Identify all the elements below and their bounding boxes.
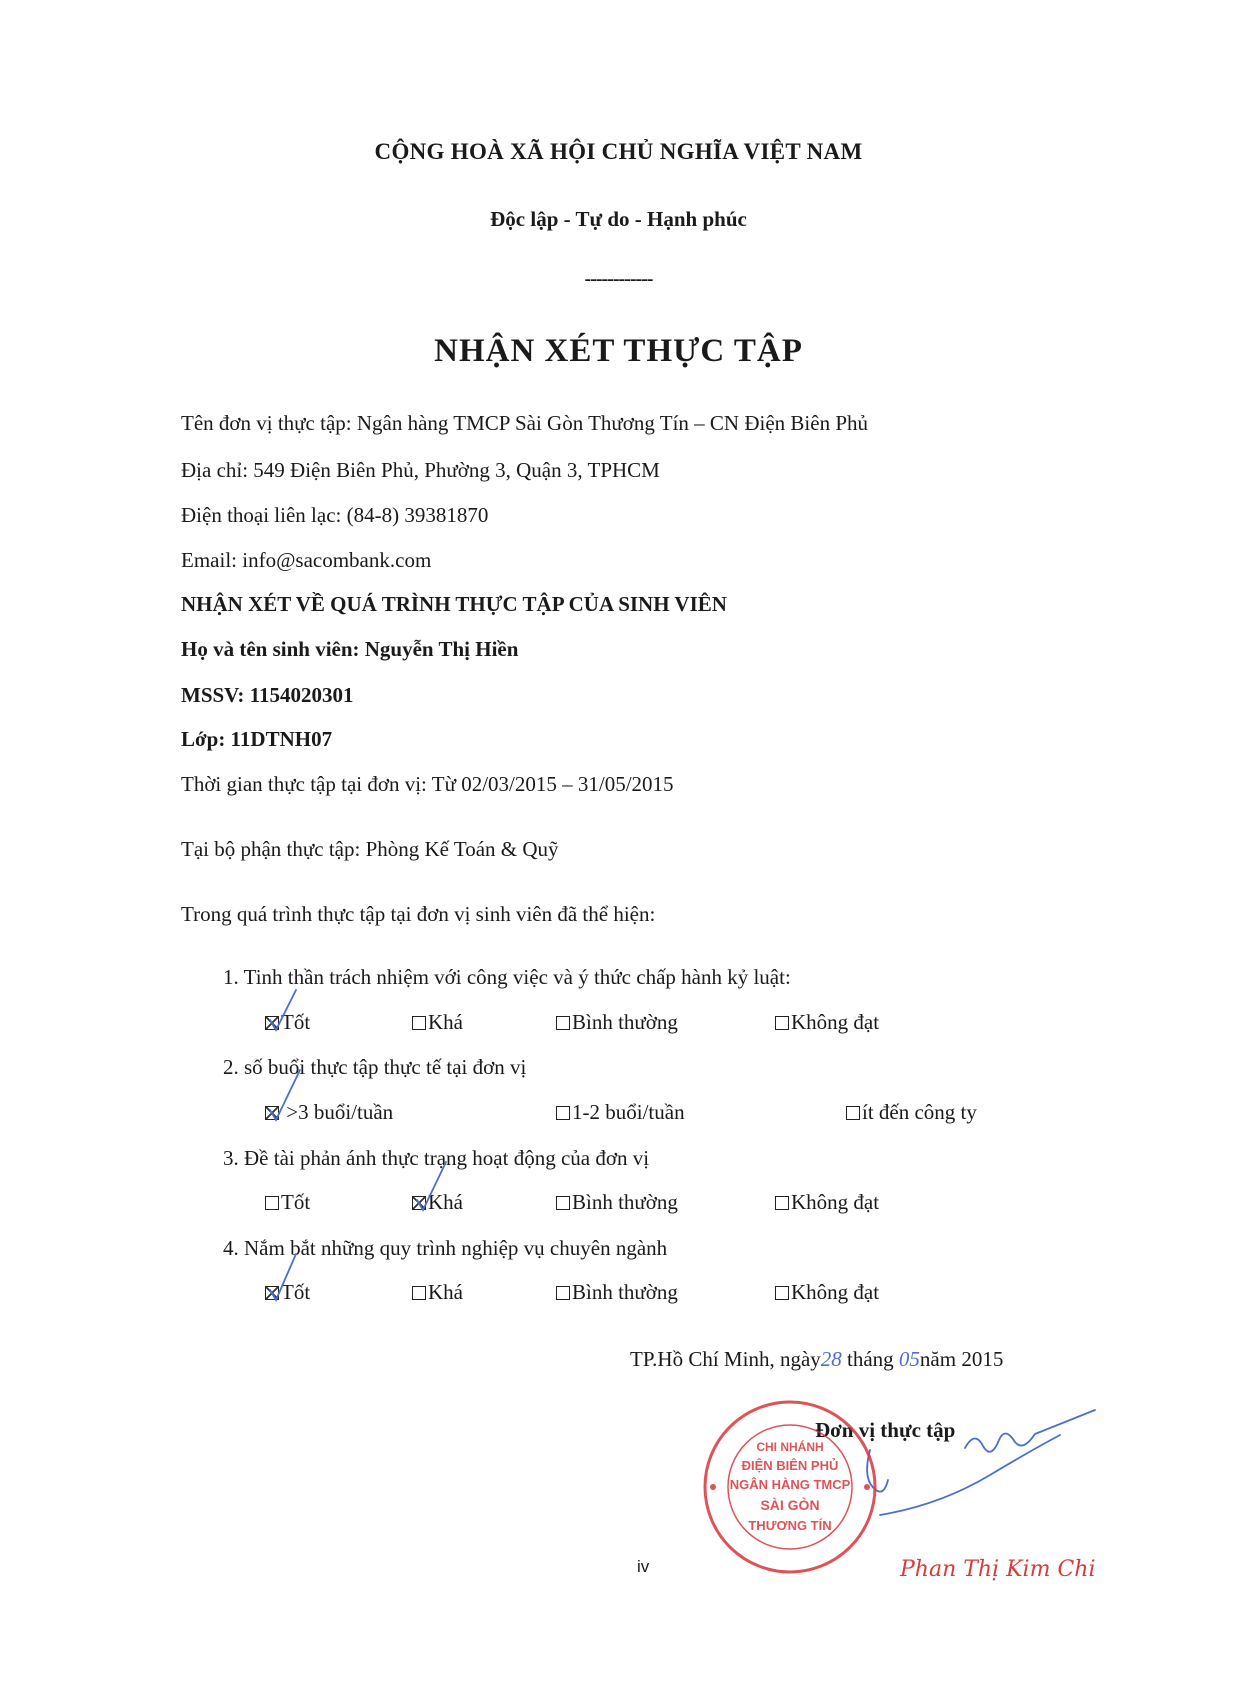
criterion-option: Tốt [265, 1280, 310, 1305]
checkbox-icon [775, 1286, 789, 1300]
handwritten-day: 28 [820, 1347, 842, 1371]
country-header: CỘNG HOÀ XÃ HỘI CHỦ NGHĨA VIỆT NAM [374, 139, 863, 164]
motto: Độc lập - Tự do - Hạnh phúc [490, 207, 747, 231]
criterion-option: Khá [412, 1010, 463, 1035]
criterion-label: 2. số buổi thực tập thực tế tại đơn vị [223, 1055, 527, 1079]
checked-box-icon [265, 1016, 279, 1030]
signature-unit-label: Đơn vị thực tập [815, 1418, 956, 1442]
unit-name-line: Tên đơn vị thực tập: Ngân hàng TMCP Sài Gòn Thương Tín – CN Điện Biên Phủ [181, 411, 869, 435]
criterion-label: 4. Nắm bắt những quy trình nghiệp vụ chuyên ngành [223, 1236, 668, 1260]
document-title: NHẬN XÉT THỰC TẬP [434, 333, 803, 369]
criterion-option: Khá [412, 1190, 463, 1215]
checked-box-icon [265, 1106, 279, 1120]
criterion-option: Không đạt [775, 1010, 879, 1035]
stamp-line: CHI NHÁNH [756, 1440, 824, 1454]
criterion-option: Tốt [265, 1190, 310, 1215]
criterion-option: 1-2 buổi/tuần [556, 1100, 685, 1125]
section-heading: NHẬN XÉT VỀ QUÁ TRÌNH THỰC TẬP CỦA SINH VIÊN [181, 592, 727, 616]
intro-line: Trong quá trình thực tập tại đơn vị sinh viên đã thể hiện: [181, 902, 656, 926]
stamp-line: ĐIỆN BIÊN PHỦ [741, 1458, 839, 1473]
checkbox-icon [556, 1106, 570, 1120]
criterion-option: Không đạt [775, 1190, 879, 1215]
checkbox-icon [846, 1106, 860, 1120]
checked-box-icon [412, 1196, 426, 1210]
unit-email-line: Email: info@sacombank.com [181, 548, 432, 572]
student-name-line: Họ và tên sinh viên: Nguyễn Thị Hiền [181, 637, 519, 661]
page-number: iv [637, 1557, 650, 1576]
criterion-option: >3 buổi/tuần [265, 1100, 393, 1125]
stamp-line: SÀI GÒN [760, 1497, 820, 1513]
checkbox-icon [556, 1016, 570, 1030]
checked-box-icon [265, 1286, 279, 1300]
internship-period-line: Thời gian thực tập tại đơn vị: Từ 02/03/2015 – 31/05/2015 [181, 772, 674, 796]
student-class-line: Lớp: 11DTNH07 [181, 727, 333, 751]
student-id-line: MSSV: 1154020301 [181, 683, 354, 707]
checkbox-icon [556, 1286, 570, 1300]
criterion-option: Tốt [265, 1010, 310, 1035]
criterion-option: ít đến công ty [846, 1100, 977, 1125]
header-divider: ------------ [584, 268, 653, 290]
checkbox-icon [265, 1196, 279, 1210]
criterion-option: Khá [412, 1280, 463, 1305]
checkbox-icon [412, 1286, 426, 1300]
department-line: Tại bộ phận thực tập: Phòng Kế Toán & Quỹ [181, 837, 559, 861]
criterion-label: 1. Tinh thần trách nhiệm với công việc và ý thức chấp hành kỷ luật: [223, 965, 791, 989]
checkbox-icon [775, 1196, 789, 1210]
handwritten-month: 05 [898, 1347, 920, 1371]
date-line: TP.Hồ Chí Minh, ngày28 tháng 05năm 2015 [630, 1347, 1004, 1371]
stamp-line: NGÂN HÀNG TMCP [729, 1477, 851, 1492]
criterion-option: Không đạt [775, 1280, 879, 1305]
checkbox-icon [412, 1016, 426, 1030]
criterion-option: Bình thường [556, 1280, 678, 1305]
unit-phone-line: Điện thoại liên lạc: (84-8) 39381870 [181, 503, 489, 527]
checkbox-icon [556, 1196, 570, 1210]
signer-name: Phan Thị Kim Chi [900, 1557, 1096, 1582]
criterion-label: 3. Đề tài phản ánh thực trạng hoạt động của đơn vị [223, 1146, 650, 1170]
checkbox-icon [775, 1016, 789, 1030]
unit-address-line: Địa chỉ: 549 Điện Biên Phủ, Phường 3, Quận 3, TPHCM [181, 458, 660, 482]
stamp-line: THƯƠNG TÍN [748, 1518, 832, 1533]
criterion-option: Bình thường [556, 1190, 678, 1215]
criterion-option: Bình thường [556, 1010, 678, 1035]
